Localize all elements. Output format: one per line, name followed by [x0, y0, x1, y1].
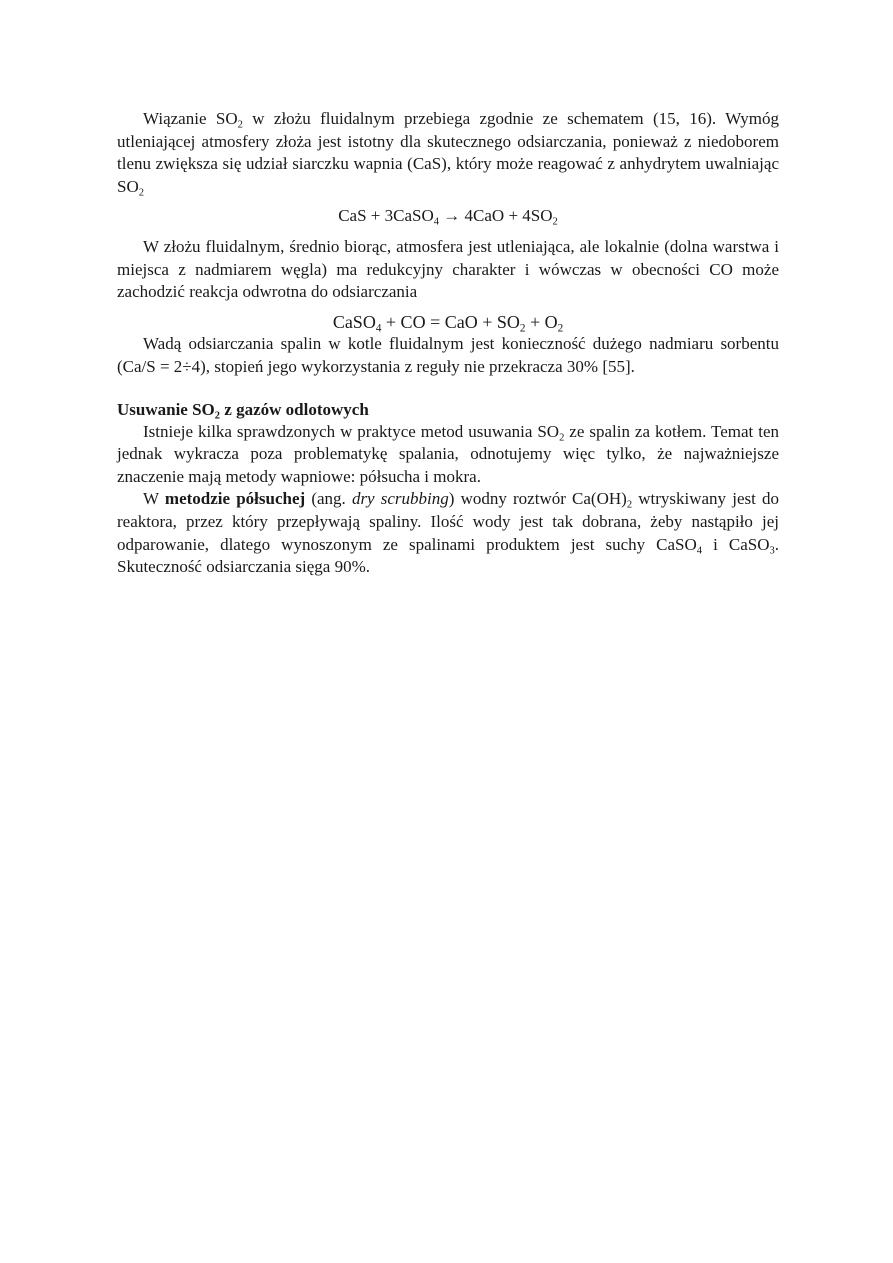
subscript: 2	[626, 499, 633, 511]
equation-part: CaSO	[332, 311, 376, 332]
paragraph-semi-dry-method	[117, 488, 779, 578]
paragraph-removal-methods	[117, 421, 779, 489]
text-run: (ang.	[305, 489, 352, 509]
text-run: ) wodny roztwór Ca(OH)	[448, 489, 627, 509]
subscript: 2	[237, 119, 243, 131]
text-run: Wiązanie SO	[143, 109, 238, 128]
text-run: ze spalin za kotłem. Temat ten jednak wykracza poza problematykę spalania, odnotujemy więc tylko, że najważniejsze znaczenie mają metody wapniowe: półsucha i mokra.	[117, 421, 779, 486]
equation-part: + CO = CaO + SO	[381, 311, 520, 332]
equation-part: → 4CaO + 4SO	[439, 206, 553, 226]
subscript: 2	[214, 409, 221, 421]
bold-term: metodzie półsuchej	[164, 489, 306, 509]
section-heading	[117, 399, 779, 421]
text-run: w złożu fluidalnym przebiega zgodnie ze schematem (15, 16). Wymóg utleniającej atmosfery złoża jest istotny dla skutecznego odsiarczania, ponieważ z niedoborem tlenu zwiększa się udział siarczku wapnia (CaS), który może reagować z anhydrytem uwalniając SO	[117, 109, 780, 196]
heading-part: Usuwanie SO	[117, 399, 215, 419]
subscript: 2	[552, 216, 558, 228]
paragraph-sorbent-excess: Wadą odsiarczania spalin w kotle fluidalnym jest konieczność dużego nadmiaru sorbentu (Ca/S = 2÷4), stopień jego wykorzystania z reguły nie przekracza 30% [55].	[117, 334, 779, 376]
subscript: 2	[138, 187, 144, 199]
text-run: wtryskiwany jest do reaktora, przez który przepływają spaliny. Ilość wody jest tak dobrana, żeby nastąpiło jej odparowanie, dlatego wynoszonym ze spalinami produktem jest suchy CaSO	[117, 489, 779, 554]
subscript: 4	[375, 322, 382, 335]
subscript: 4	[696, 544, 703, 556]
text-run: i CaSO	[702, 534, 770, 554]
document-page	[117, 108, 779, 579]
subscript: 2	[559, 431, 565, 443]
text-run: . Skuteczność odsiarczania sięga 90%.	[117, 534, 779, 577]
italic-term: dry scrubbing	[351, 489, 449, 509]
equation-reverse-reaction	[117, 311, 779, 334]
heading-part: z gazów odlotowych	[220, 399, 369, 419]
text-run: Istnieje kilka sprawdzonych w praktyce metod usuwania SO	[143, 421, 560, 441]
paragraph-binding-so2	[117, 108, 779, 198]
equation-part: CaS + 3CaSO	[338, 206, 434, 226]
paragraph-fluidized-bed: W złożu fluidalnym, średnio biorąc, atmosfera jest utleniająca, ale lokalnie (dolna warstwa i miejsca z nadmiarem węgla) ma redukcyjny charakter i wówczas w obecności CO może zachodzić reakcja odwrotna do odsiarczania	[117, 236, 779, 302]
subscript: 2	[519, 322, 526, 335]
text-run: W	[143, 489, 165, 509]
subscript: 2	[557, 322, 564, 335]
subscript: 3	[769, 544, 775, 556]
equation-part: + O	[525, 311, 558, 332]
subscript: 4	[433, 216, 440, 228]
equation-cas-reaction	[117, 205, 779, 228]
